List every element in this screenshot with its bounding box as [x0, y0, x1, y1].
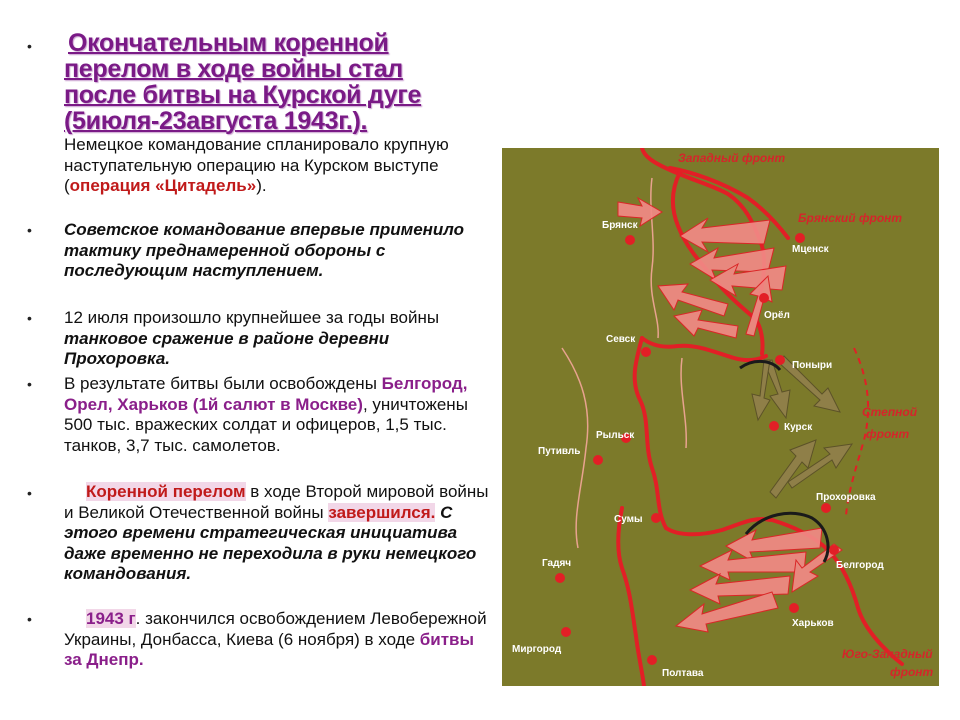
bullet-marker: •: [27, 485, 32, 501]
city-marker: [795, 233, 805, 243]
title-line: Окончательным коренной: [68, 29, 389, 57]
city-label-gadyach: Гадяч: [542, 558, 572, 569]
front-label-southwest-2: фронт: [890, 665, 934, 679]
city-label-sevsk: Севск: [606, 334, 636, 345]
bullet-marker: •: [27, 310, 32, 326]
text-highlight: операция «Цитадель»: [69, 176, 257, 195]
text-highlight: завершился.: [328, 502, 436, 522]
city-label-orel: Орёл: [764, 310, 790, 321]
text: В результате битвы были освобождены: [64, 374, 382, 393]
city-marker: [769, 421, 779, 431]
title-line: (5июля-23августа 1943г.).: [64, 107, 368, 135]
city-marker: [593, 455, 603, 465]
text: , уничтожены 500 тыс. вражеских солдат и офицеров, 1,5 тыс. танков, 3,7 тыс. самолетов.: [64, 394, 468, 455]
paragraph-prokhorovka: [64, 308, 492, 370]
text-highlight: Белгород, Орел, Харьков (1й салют в Москве): [64, 374, 468, 414]
text-highlight: Коренной перелом: [86, 482, 246, 501]
text-highlight: битвы за Днепр.: [64, 629, 475, 669]
city-label-mirgorod: Миргород: [512, 644, 562, 655]
city-label-mtsensk: Мценск: [792, 244, 829, 255]
city-marker: [829, 545, 839, 555]
bullet-marker: •: [27, 222, 32, 238]
text: . закончился освобождением Левобережной Украины, Донбасса, Киева (6 ноября) в ходе: [64, 609, 487, 649]
title-line: после битвы на Курской дуге: [64, 81, 422, 109]
kursk-battle-map: [502, 148, 939, 686]
paragraph-dnieper: [64, 609, 492, 671]
text: Советское командование впервые применило тактику преднамеренной обороны с последующим наступлением.: [64, 220, 465, 280]
paragraph-citadel: [64, 135, 492, 197]
front-label-southwest: Юго-Западный: [842, 647, 933, 661]
city-marker: [555, 573, 565, 583]
front-label-steppe-2: фронт: [866, 427, 910, 441]
city-marker: [775, 355, 785, 365]
city-label-prokhorovka: Прохоровка: [816, 492, 876, 503]
text: 12 июля произошло крупнейшее за годы войны: [64, 308, 440, 327]
text: ).: [256, 176, 267, 195]
city-marker: [821, 503, 831, 513]
text-highlight: 1943 г: [86, 609, 136, 628]
slide-title: [64, 30, 484, 134]
bullet-marker: •: [27, 611, 32, 627]
city-label-kharkov: Харьков: [792, 618, 834, 629]
text-emphasis: танковое сражение в районе деревни Прохоровка.: [64, 328, 390, 368]
city-label-sumy: Сумы: [614, 514, 643, 525]
front-label-bryansk: Брянский фронт: [798, 211, 903, 225]
city-marker: [641, 347, 651, 357]
city-marker: [651, 513, 661, 523]
city-marker: [625, 235, 635, 245]
front-label-western: Западный фронт: [678, 151, 786, 165]
bullet-marker: •: [27, 376, 32, 392]
city-label-poltava: Полтава: [662, 668, 704, 679]
bullet-marker: •: [27, 38, 32, 54]
city-marker: [561, 627, 571, 637]
map-svg: [502, 148, 939, 686]
text: в ходе Второй мировой войны и Великой Отечественной войны: [64, 482, 489, 522]
text-emphasis: С этого времени стратегическая инициатива даже временно не переходила в руки немецкого командования.: [64, 502, 477, 583]
city-label-rylsk: Рыльск: [596, 430, 635, 441]
city-marker: [789, 603, 799, 613]
front-label-steppe: Степной: [862, 405, 918, 419]
city-label-kursk: Курск: [784, 422, 813, 433]
city-marker: [647, 655, 657, 665]
paragraph-liberation: [64, 374, 492, 456]
paragraph-defense: [64, 220, 492, 282]
city-label-belgorod: Белгород: [836, 560, 884, 571]
text: Немецкое командование спланировало крупную наступательную операцию на Курском выступе (: [64, 135, 449, 195]
city-label-putivl: Путивль: [538, 446, 581, 457]
paragraph-turning-point: [64, 482, 492, 585]
title-line: перелом в ходе войны стал: [64, 55, 403, 83]
city-marker: [759, 293, 769, 303]
city-label-bryansk: Брянск: [602, 220, 638, 231]
city-label-ponyri: Поныри: [792, 360, 833, 371]
